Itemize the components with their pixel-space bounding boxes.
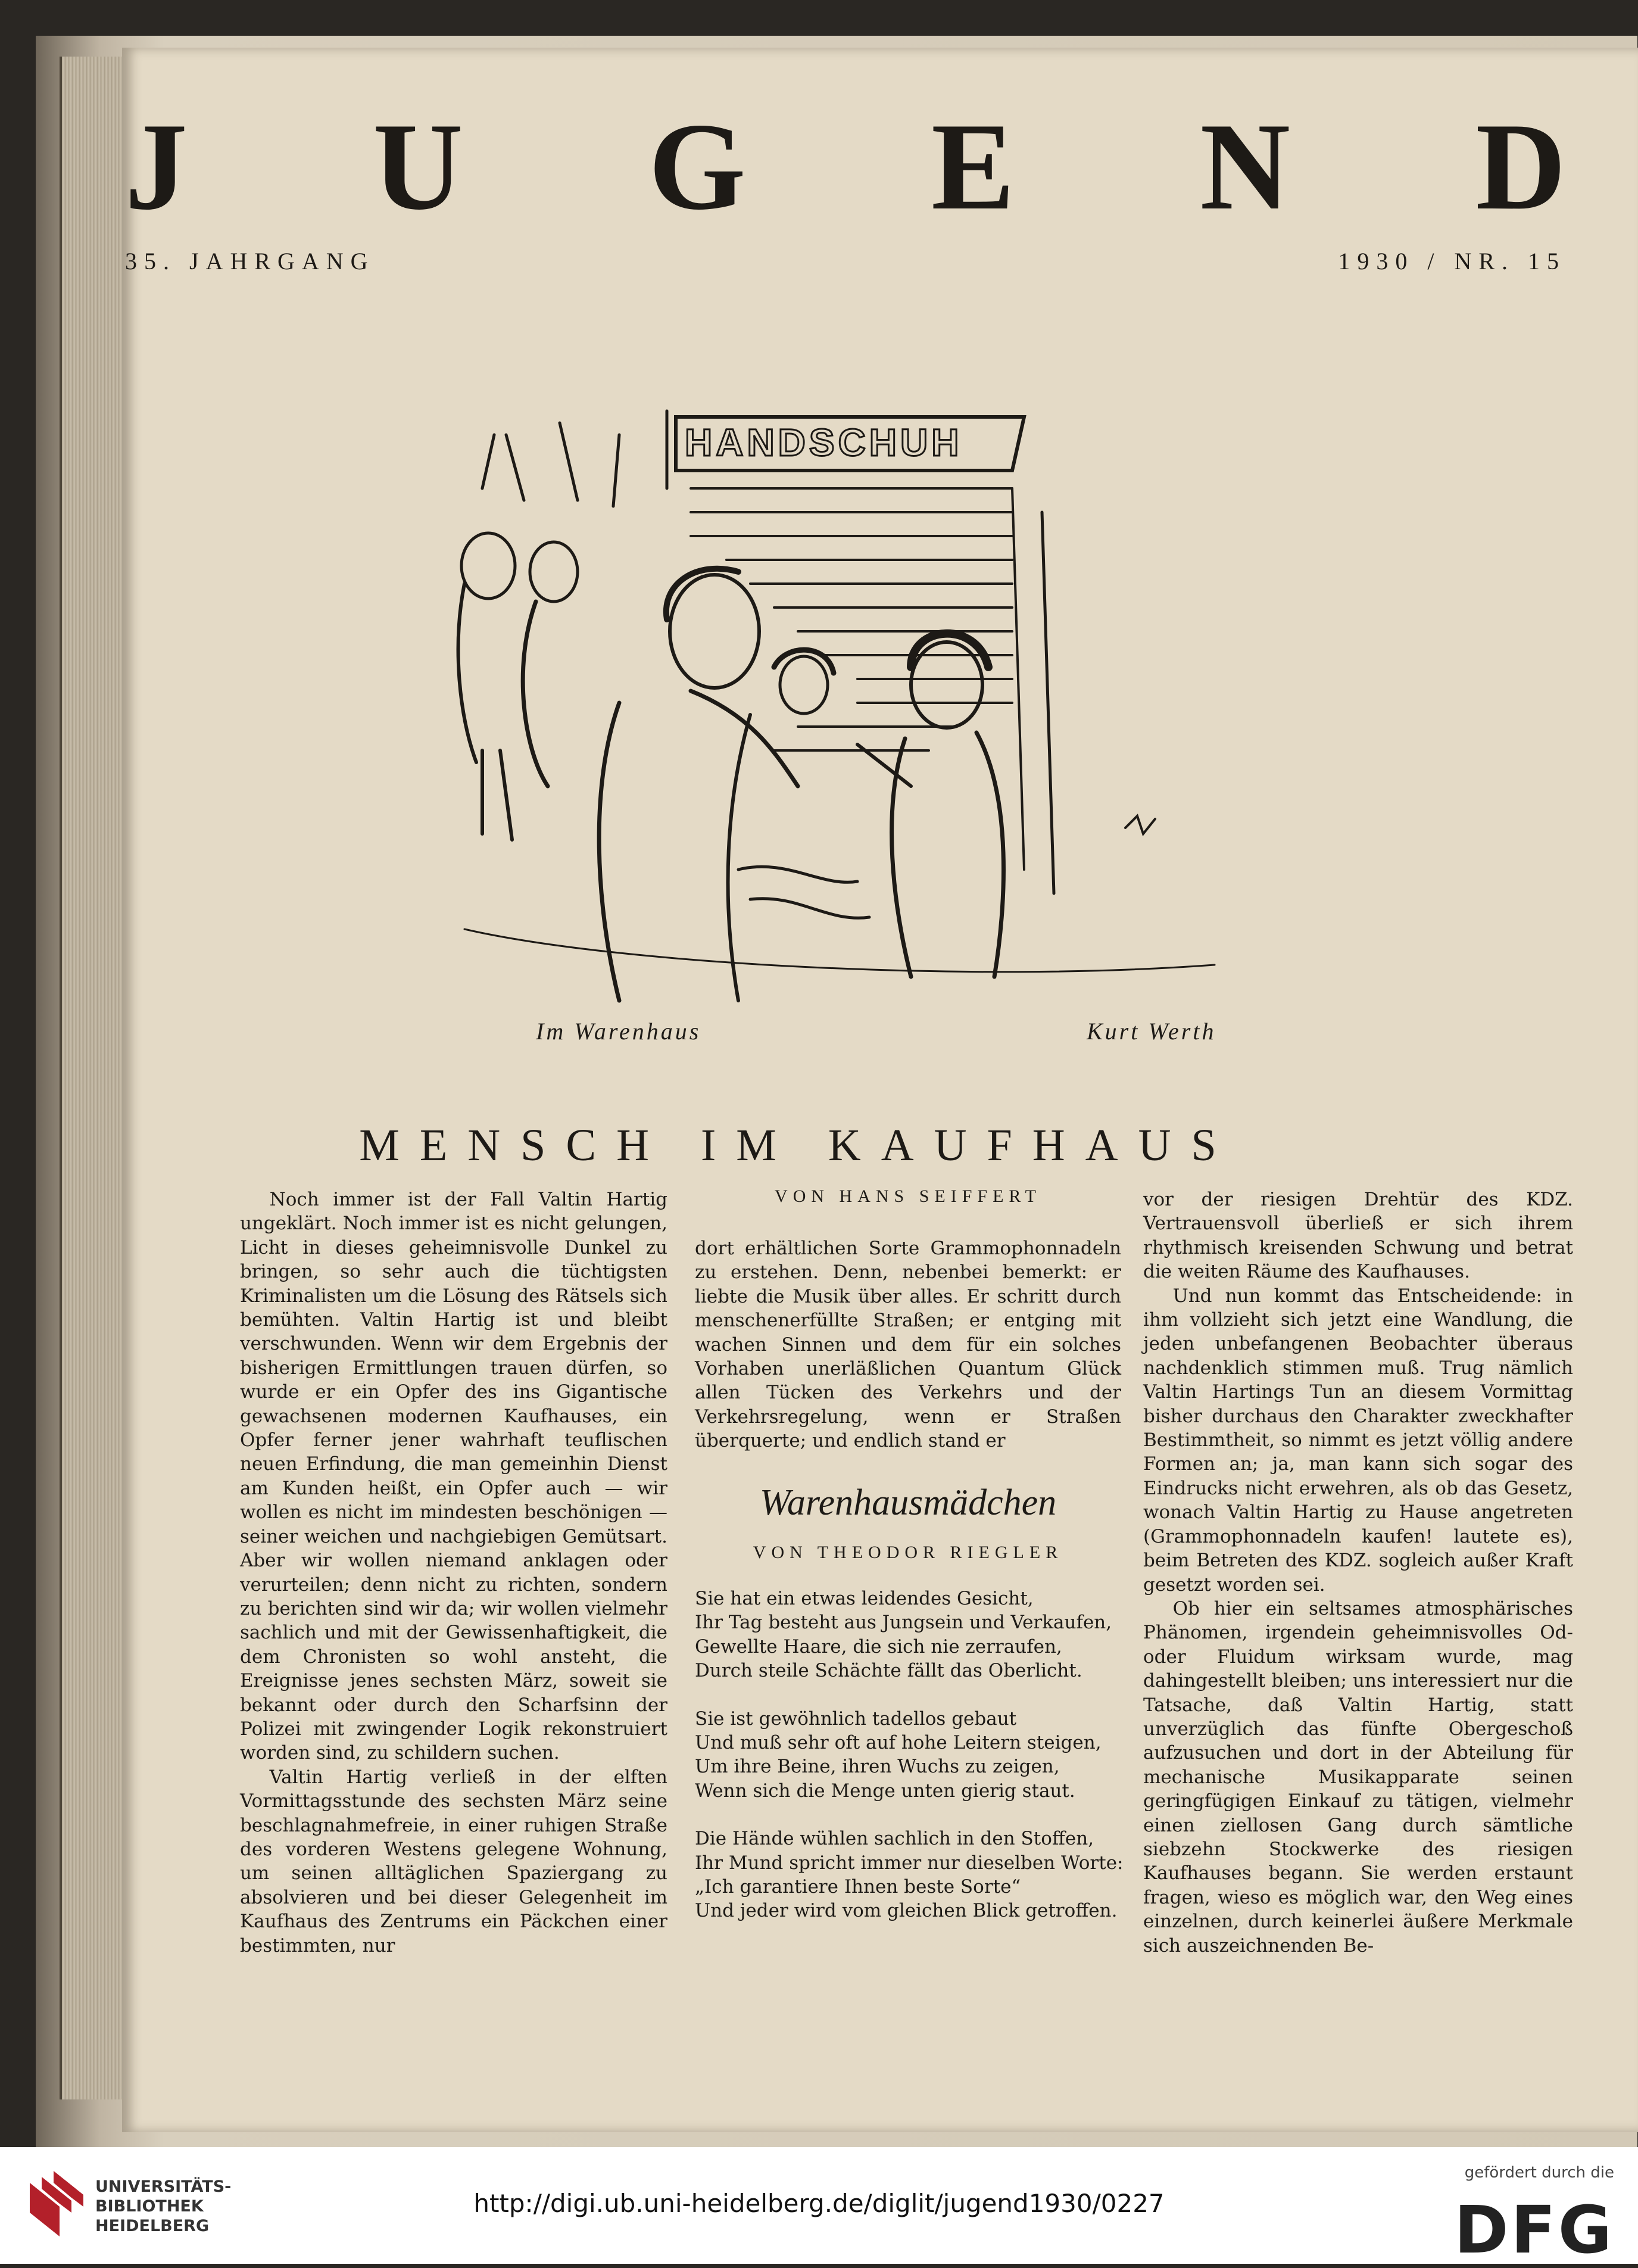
library-name-line: UNIVERSITÄTS- <box>95 2177 232 2196</box>
illustration-caption: Im Warenhaus <box>536 1018 701 1045</box>
page-edges <box>60 57 127 2099</box>
poem-line: Und jeder wird vom gleichen Blick getroffen. <box>695 1900 1118 1922</box>
poem-line: Und muß sehr oft auf hohe Leitern steigen, <box>695 1732 1102 1754</box>
masthead-letter: E <box>931 98 1015 236</box>
article-paragraph: Valtin Hartig verließ in der elften Vormittagsstunde des sechsten März seine beschlagnahmefreie, in einer ruhigen Straße des vorderen Westens gelegene Wohnung, um seinen alltäglichen Spaziergang zu absolvieren und bei dieser Gelegenheit im Kaufhaus des Zentrums ein Päckchen einer bestimmten, nur <box>240 1766 667 1957</box>
permalink[interactable]: http://digi.ub.uni-heidelberg.de/diglit/jugend1930/0227 <box>473 2189 1165 2218</box>
masthead-title <box>125 98 1566 236</box>
poem-title: Warenhausmädchen <box>759 1482 1057 1523</box>
library-name-line: BIBLIOTHEK <box>95 2197 204 2216</box>
library-name-line: HEIDELBERG <box>95 2217 210 2235</box>
poem-line: „Ich garantiere Ihnen beste Sorte“ <box>695 1876 1021 1898</box>
volume-label: 35. JAHRGANG <box>125 248 375 275</box>
poem-line: Durch steile Schächte fällt das Oberlicht. <box>695 1660 1082 1682</box>
sign-text: HANDSCHUH <box>685 421 963 464</box>
article-paragraph: vor der riesigen Drehtür des KDZ. Vertrauensvoll überließ er sich ihrem rhythmisch kreisenden Schwung und betrat die weiten Räume des Kaufhauses. <box>1143 1189 1573 1283</box>
article-paragraph: dort erhältlichen Sorte Grammophonnadeln zu erstehen. Denn, nebenbei bemerkt: er liebte die Musik über alles. Er schritt durch menschenerfüllte Straßen; er entging mit wachen Sinnen und dem für ein solches Vorhaben unerläßlichen Quantum Glück allen Tücken des Verkehrs und der Verkehrsregelung, wenn er Straßen überquerte; und endlich stand er <box>695 1238 1121 1452</box>
masthead-letter: G <box>648 98 746 236</box>
illustration-warenhaus <box>441 334 1250 1012</box>
masthead <box>125 98 1566 275</box>
funded-by-label: gefördert durch die <box>1464 2164 1614 2182</box>
footer-bar <box>0 2147 1638 2268</box>
poem-line: Ihr Tag besteht aus Jungsein und Verkaufen, <box>695 1612 1112 1634</box>
article-column-right <box>1143 1188 1573 1958</box>
article-byline: VON HANS SEIFFERT <box>775 1186 1041 1206</box>
masthead-letter: U <box>373 98 463 236</box>
issue-label: 1930 / NR. 15 <box>1338 248 1566 275</box>
masthead-letter: D <box>1475 98 1566 236</box>
poem-line: Gewellte Haare, die sich nie zerraufen, <box>695 1635 1062 1658</box>
poem-stanza <box>695 1827 1124 1923</box>
masthead-meta <box>125 247 1566 275</box>
poem-line: Sie hat ein etwas leidendes Gesicht, <box>695 1588 1034 1609</box>
article-paragraph: Ob hier ein seltsames atmosphärisches Phänomen, irgendein geheimnisvolles Od- oder Fluidum wirksam wurde, mag dahingestellt bleiben; uns interessiert nur die Tatsache, daß Valtin Hartig, statt unverzüglich das fünfte Obergeschoß aufzusuchen und dort in der Abteilung für mechanische Musikapparate seinen geringfügigen Einkauf zu tätigen, vielmehr einen ziellosen Gang durch sämtliche siebzehn Stockwerke des riesigen Kaufhauses begann. Sie werden erstaunt fragen, wieso es möglich war, den Weg eines einzelnen, durch keinerlei äußere Merkmale sich auszeichnenden Be- <box>1143 1597 1573 1957</box>
poem-line: Sie ist gewöhnlich tadellos gebaut <box>695 1708 1017 1730</box>
article-paragraph: Noch immer ist der Fall Valtin Hartig ungeklärt. Noch immer ist es nicht gelungen, Licht in dieses geheimnisvolle Dunkel zu bringen, so sehr auch die tüchtigsten Kriminalisten um die Lösung des Rätsels sich bemühten. Valtin Hartig ist und bleibt verschwunden. Wenn wir dem Ergebnis der bisherigen Ermittlungen trauen dürfen, so wurde er ein Opfer des ins Gigantische gewachsenen modernen Kaufhauses, ein Opfer ferner jener wahrhaft teuflischen neuen Erfindung, die man gemeinhin Dienst am Kunden heißt, ein Opfer auch — wir wollen es nicht im mindesten beschönigen — seiner weichen und nachgiebigen Gemütsart. Aber wir wollen niemand anklagen oder verurteilen; denn nicht zu richten, sondern zu berichten sind wir da; wir wollen vielmehr sachlich und mit der Gewissenhaftigkeit, die dem Chronisten so wohl ansteht, die Ereignisse jenes sechsten März, soweit sie bekannt oder durch den Scharfsinn der Polizei mit zwingender Logik rekonstruiert worden sind, zu schildern suchen. <box>240 1189 667 1764</box>
article-column-left <box>240 1188 667 1958</box>
poem-byline: VON THEODOR RIEGLER <box>753 1543 1063 1562</box>
poem-line: Um ihre Beine, ihren Wuchs zu zeigen, <box>695 1756 1060 1778</box>
masthead-letter: N <box>1200 98 1290 236</box>
poem-line: Die Hände wühlen sachlich in den Stoffen, <box>695 1828 1094 1850</box>
poem-stanza <box>695 1587 1121 1683</box>
article-paragraph: Und nun kommt das Entscheidende: in ihm vollzieht sich jetzt eine Wandlung, die jeden unbefangenen Beobachter überaus nachdenklich stimmen muß. Trug nämlich Valtin Hartings Tun an diesem Vormittag bisher durchaus den Charakter zweckhafter Bestimmtheit, so nimmt es jetzt völlig andere Formen an; ja, man kann sich sogar des Eindrucks nicht erwehren, als ob das Gesetz, wonach Valtin Hartig zu Hause angetreten (Grammophonnadeln kaufen! lautete es), beim Betreten des KDZ. sogleich außer Kraft gesetzt worden sei. <box>1143 1285 1573 1596</box>
article-column-middle <box>695 1236 1121 1453</box>
poem-line: Ihr Mund spricht immer nur dieselben Worte: <box>695 1852 1124 1874</box>
masthead-letter: J <box>125 98 188 236</box>
poem-stanza <box>695 1707 1121 1803</box>
poem-line: Wenn sich die Menge unten gierig staut. <box>695 1780 1075 1802</box>
poem-body <box>695 1587 1124 1947</box>
illustration-artist: Kurt Werth <box>1087 1018 1216 1045</box>
dfg-logo[interactable]: DFG <box>1454 2192 1614 2268</box>
article-title: MENSCH IM KAUFHAUS <box>359 1120 1237 1170</box>
